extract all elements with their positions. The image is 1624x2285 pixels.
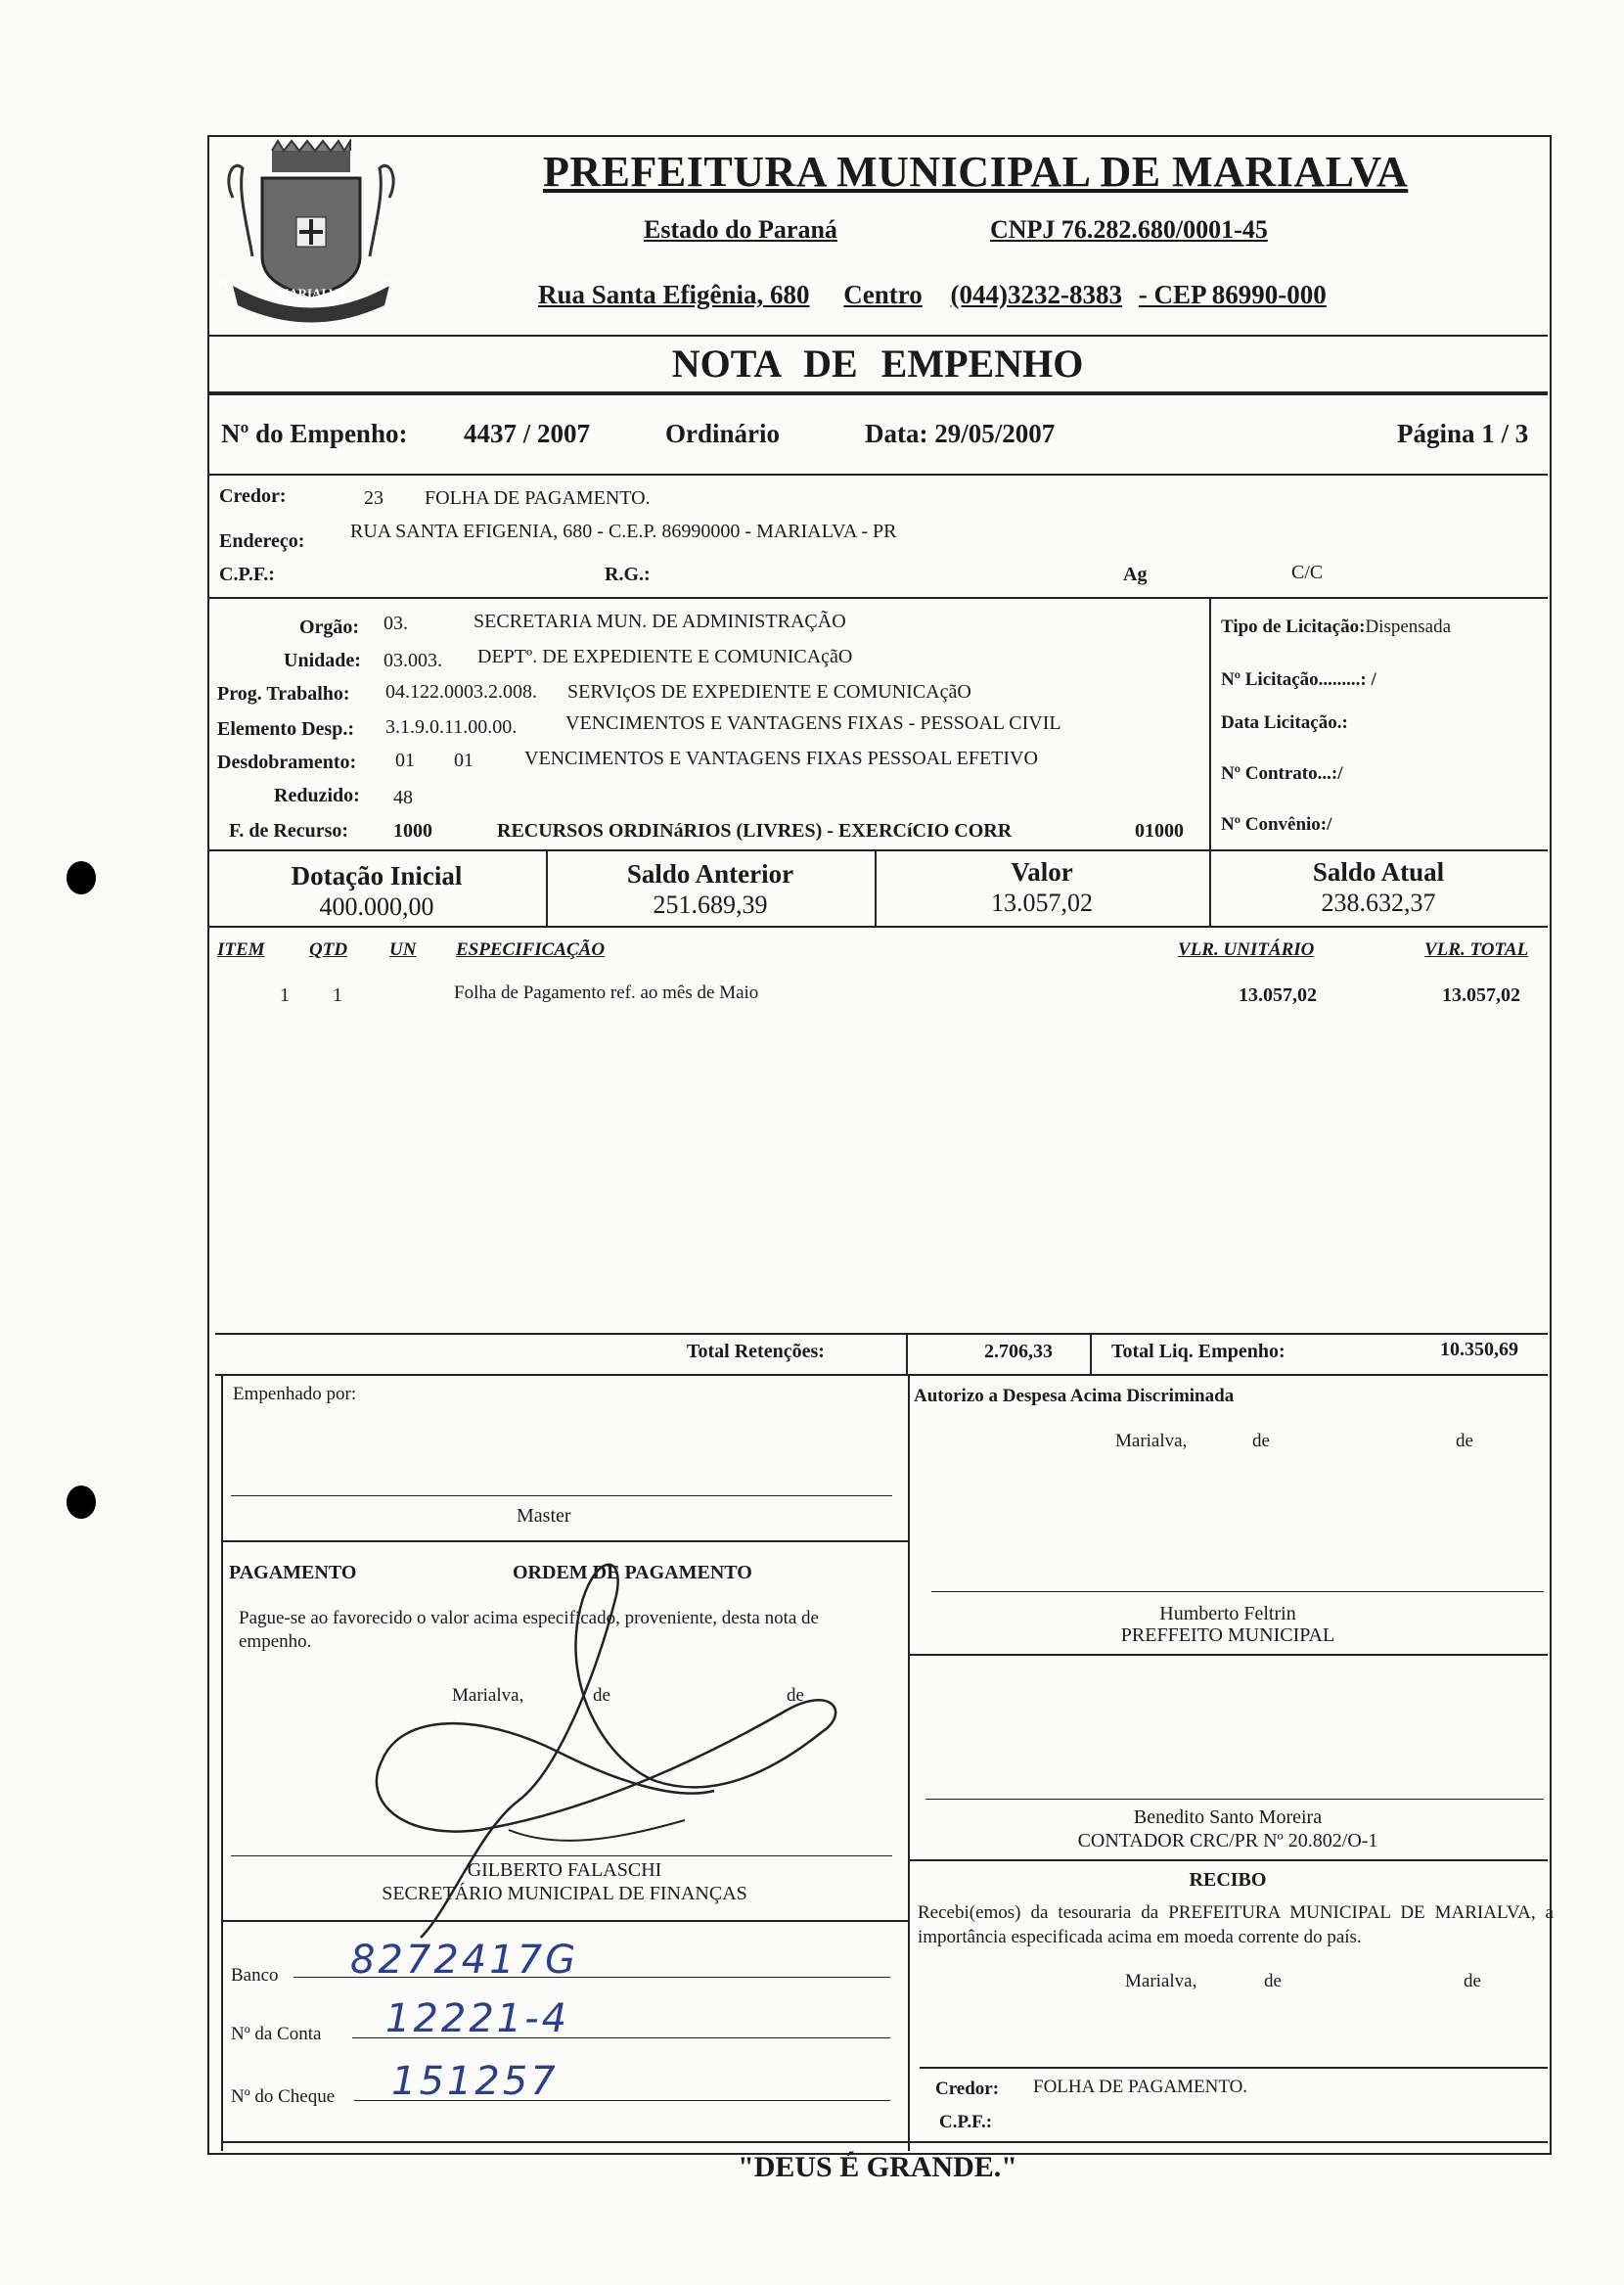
- empenho-number: 4437 / 2007: [464, 419, 591, 448]
- divider-empenho: [207, 474, 1548, 476]
- contrato-numero: Nº Contrato...:/: [1221, 763, 1343, 784]
- licitacao-tipo-label: Tipo de Licitação:: [1221, 617, 1366, 637]
- divider-budget: [207, 849, 1548, 851]
- retencoes-value: 2.706,33: [984, 1341, 1053, 1362]
- retencoes-label: Total Retenções:: [687, 1341, 825, 1362]
- pagamento-de-1: de: [593, 1685, 610, 1706]
- municipality-title: PREFEITURA MUNICIPAL DE MARIALVA: [543, 148, 1409, 196]
- orgao-code: 03.: [383, 613, 408, 634]
- cc-label: C/C: [1291, 562, 1324, 583]
- pague-text: Pague-se ao favorecido o valor acima especificado, proveniente, desta nota de empenho.: [239, 1608, 819, 1652]
- district: Centro: [843, 280, 923, 309]
- totals-divider-2: [1090, 1333, 1092, 1374]
- pagamento-title: PAGAMENTO: [229, 1562, 357, 1583]
- crest-logo: [213, 139, 409, 327]
- divider-items: [215, 1333, 1548, 1335]
- orgao-label: Orgão:: [299, 617, 360, 638]
- convenio-numero: Nº Convênio:/: [1221, 814, 1332, 835]
- conta-label: Nº da Conta: [231, 2024, 322, 2044]
- document-title: NOTA DE EMPENHO: [671, 342, 1084, 386]
- divider-bottom: [221, 2141, 1548, 2143]
- liquido-value: 10.350,69: [1440, 1339, 1518, 1360]
- autorizo-place: Marialva,: [1115, 1431, 1188, 1451]
- footer-motto: "DEUS É GRANDE.": [738, 2151, 1017, 2183]
- recibo-text: Recebi(emos) da tesouraria da PREFEITURA MUNICIPAL DE MARIALVA, a importância especificada acima em moeda corrente do país.: [918, 1902, 1554, 1947]
- divider-totals: [215, 1374, 1548, 1376]
- divider-contador: [908, 1859, 1548, 1861]
- unidade-code: 03.003.: [383, 650, 442, 671]
- banco-handwritten: 8272417G: [350, 1938, 579, 1983]
- row-vlr-unitario: 13.057,02: [1239, 984, 1317, 1006]
- recurso-name: RECURSOS ORDINáRIOS (LIVRES) - EXERCíCIO CORR: [497, 820, 1013, 842]
- col-vlr-total: VLR. TOTAL: [1424, 939, 1529, 960]
- row-especificacao: Folha de Pagamento ref. ao mês de Maio: [454, 983, 759, 1003]
- credor-label: Credor:: [219, 485, 287, 507]
- recurso-code-2: 01000: [1135, 820, 1184, 842]
- unidade-label: Unidade:: [284, 650, 361, 671]
- divider-licitacao: [1209, 597, 1211, 849]
- recibo-place: Marialva,: [1125, 1971, 1197, 1991]
- valor-label: Valor: [1011, 857, 1073, 887]
- ordem-pagamento-title: ORDEM DE PAGAMENTO: [513, 1562, 752, 1583]
- col-vlr-unitario: VLR. UNITÁRIO: [1178, 939, 1315, 960]
- empenhado-label: Empenhado por:: [233, 1384, 357, 1404]
- recibo-cpf-label: C.P.F.:: [939, 2112, 993, 2132]
- recibo-de-2: de: [1464, 1971, 1481, 1991]
- endereco-value: RUA SANTA EFIGENIA, 680 - C.E.P. 86990000 - MARIALVA - PR: [350, 521, 897, 542]
- credor-name: FOLHA DE PAGAMENTO.: [425, 487, 651, 509]
- licitacao-data: Data Licitação.:: [1221, 712, 1348, 733]
- autorizo-de-1: de: [1252, 1431, 1270, 1451]
- divider-lower-center: [908, 1374, 910, 2151]
- ag-label: Ag: [1123, 564, 1148, 585]
- desdobramento-code-2: 01: [454, 750, 474, 771]
- desdobramento-code-1: 01: [395, 750, 415, 771]
- contador-title: CONTADOR CRC/PR Nº 20.802/O-1: [1077, 1830, 1378, 1851]
- prefeito-signature-line: [931, 1591, 1544, 1592]
- divider-header: [207, 335, 1548, 337]
- prog-label: Prog. Trabalho:: [217, 683, 350, 705]
- rg-label: R.G.:: [605, 564, 651, 585]
- divider-title: [207, 391, 1548, 395]
- reduzido-label: Reduzido:: [274, 785, 360, 806]
- secretario-title: SECRETÁRIO MUNICIPAL DE FINANÇAS: [382, 1883, 747, 1904]
- conta-handwritten: 12221-4: [385, 1996, 570, 2041]
- saldo-atual-value: 238.632,37: [1321, 889, 1436, 917]
- recurso-label: F. de Recurso:: [229, 820, 349, 842]
- col-qtd: QTD: [309, 939, 348, 960]
- valor-value: 13.057,02: [991, 889, 1093, 917]
- contador-name: Benedito Santo Moreira: [1133, 1806, 1323, 1828]
- signature-scribble: [362, 1536, 871, 1957]
- address-line: [538, 280, 1327, 310]
- autorizo-de-2: de: [1456, 1431, 1473, 1451]
- row-item: 1: [280, 984, 290, 1006]
- empenhado-name: Master: [517, 1505, 571, 1527]
- elemento-name: VENCIMENTOS E VANTAGENS FIXAS - PESSOAL CIVIL: [565, 712, 1061, 734]
- totals-divider-1: [906, 1333, 908, 1374]
- empenhado-signature-line: [231, 1495, 892, 1496]
- recibo-credor-label: Credor:: [935, 2079, 1000, 2099]
- punch-hole-bottom: [67, 1485, 96, 1519]
- banco-label: Banco: [231, 1965, 279, 1986]
- phone: (044)3232-8383: [950, 280, 1123, 309]
- empenho-type: Ordinário: [665, 419, 781, 448]
- endereco-label: Endereço:: [219, 530, 305, 552]
- unidade-name: DEPTº. DE EXPEDIENTE E COMUNICAçãO: [477, 646, 853, 667]
- credor-code: 23: [364, 487, 383, 509]
- cheque-label: Nº do Cheque: [231, 2086, 336, 2107]
- cheque-handwritten: 151257: [391, 2059, 559, 2104]
- crest-banner-text: MARIALVA: [276, 286, 346, 300]
- secretario-name: GILBERTO FALASCHI: [467, 1859, 662, 1881]
- orgao-name: SECRETARIA MUN. DE ADMINISTRAÇÃO: [474, 611, 846, 632]
- street-address: Rua Santa Efigênia, 680: [538, 280, 810, 309]
- divider-lower-left: [221, 1374, 223, 2151]
- saldo-anterior-value: 251.689,39: [653, 891, 768, 919]
- page-number: Página 1 / 3: [1397, 419, 1529, 448]
- recurso-code: 1000: [393, 820, 432, 842]
- liquido-label: Total Liq. Empenho:: [1111, 1341, 1286, 1362]
- licitacao-tipo: [1221, 617, 1451, 638]
- state-label: Estado do Paraná: [644, 215, 837, 244]
- pagamento-de-2: de: [787, 1685, 804, 1706]
- col-especificacao: ESPECIFICAÇÃO: [456, 939, 606, 960]
- recibo-de-1: de: [1264, 1971, 1282, 1991]
- licitacao-tipo-value: Dispensada: [1365, 617, 1452, 637]
- empenho-number-label: Nº do Empenho:: [221, 419, 408, 448]
- elemento-code: 3.1.9.0.11.00.00.: [385, 716, 518, 738]
- saldo-anterior-label: Saldo Anterior: [626, 859, 794, 889]
- empenho-date: Data: 29/05/2007: [865, 419, 1056, 448]
- saldo-atual-label: Saldo Atual: [1312, 857, 1445, 887]
- col-un: UN: [389, 939, 417, 960]
- divider-prefeito: [908, 1654, 1548, 1656]
- col-item: ITEM: [217, 939, 265, 960]
- autorizo-text: Autorizo a Despesa Acima Discriminada: [914, 1386, 1235, 1406]
- divider-recibo: [920, 2067, 1548, 2069]
- punch-hole-top: [67, 861, 96, 894]
- cpf-label: C.P.F.:: [219, 564, 275, 585]
- cep: - CEP 86990-000: [1138, 280, 1327, 309]
- elemento-label: Elemento Desp.:: [217, 718, 354, 740]
- row-vlr-total: 13.057,02: [1442, 984, 1520, 1006]
- prog-code: 04.122.0003.2.008.: [385, 681, 537, 703]
- crest-year-right: 1953: [372, 278, 393, 290]
- dotacao-label: Dotação Inicial: [291, 861, 463, 891]
- prefeito-name: Humberto Feltrin: [1159, 1603, 1296, 1624]
- cnpj-label: CNPJ 76.282.680/0001-45: [990, 215, 1268, 244]
- contador-signature-line: [925, 1799, 1544, 1800]
- pagamento-place: Marialva,: [452, 1685, 524, 1706]
- divider-credor: [207, 597, 1548, 599]
- prefeito-title: PREFFEITO MUNICIPAL: [1120, 1624, 1335, 1646]
- divider-saldos: [207, 926, 1548, 928]
- crest-year-left: 1951: [217, 278, 239, 290]
- dotacao-value: 400.000,00: [319, 892, 434, 921]
- prog-name: SERVIçOS DE EXPEDIENTE E COMUNICAçãO: [567, 681, 971, 703]
- row-qtd: 1: [333, 984, 342, 1006]
- desdobramento-label: Desdobramento:: [217, 752, 357, 773]
- recibo-credor-value: FOLHA DE PAGAMENTO.: [1033, 2077, 1248, 2097]
- reduzido-value: 48: [393, 787, 413, 808]
- recibo-title: RECIBO: [1189, 1869, 1267, 1891]
- desdobramento-name: VENCIMENTOS E VANTAGENS FIXAS PESSOAL EFETIVO: [524, 748, 1038, 769]
- licitacao-numero: Nº Licitação.........: /: [1221, 669, 1376, 690]
